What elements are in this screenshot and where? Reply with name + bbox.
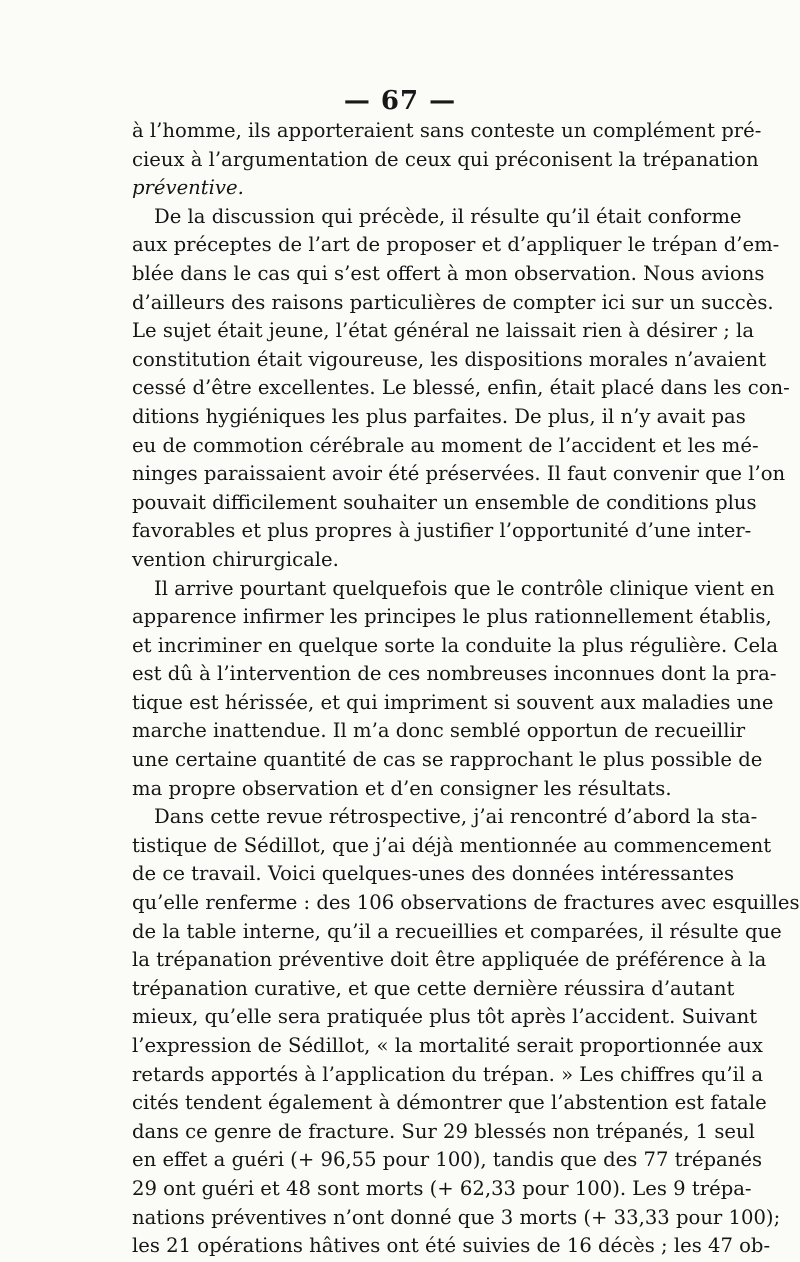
text-line: ninges paraissaient avoir été préservées. Il faut convenir que l’on bbox=[132, 462, 786, 486]
text-line: de ce travail. Voici quelques-unes des données intéressantes bbox=[132, 862, 735, 886]
text-line: tique est hérissée, et qui impriment si souvent aux maladies une bbox=[132, 690, 774, 714]
text-line: Le sujet était jeune, l’état général ne laissait rien à désirer ; la bbox=[132, 319, 755, 343]
text-line: vention chirurgicale. bbox=[132, 547, 339, 571]
text-line: retards apportés à l’application du trépan. » Les chiffres qu’il a bbox=[132, 1062, 764, 1086]
text-line: et incriminer en quelque sorte la conduite la plus régulière. Cela bbox=[132, 633, 779, 657]
text-line: dans ce genre de fracture. Sur 29 blessés non trépanés, 1 seul bbox=[132, 1119, 755, 1143]
text-line: d’ailleurs des raisons particulières de compter ici sur un succès. bbox=[132, 290, 774, 314]
text-line: pouvait difficilement souhaiter un ensemble de conditions plus bbox=[132, 490, 757, 514]
text-line: De la discussion qui précède, il résulte qu’il était conforme bbox=[154, 204, 742, 228]
text-line: à l’homme, ils apporteraient sans conteste un complément pré- bbox=[132, 119, 762, 142]
text-line: tistique de Sédillot, que j’ai déjà mentionnée au commencement bbox=[132, 833, 772, 857]
page-number: — 67 — bbox=[343, 86, 457, 116]
text-line: apparence infirmer les principes le plus rationnellement établis, bbox=[132, 605, 772, 629]
text-line: favorables et plus propres à justifier l’opportunité d’une inter- bbox=[132, 519, 752, 543]
text-line: marche inattendue. Il m’a donc semblé opportun de recueillir bbox=[132, 719, 746, 743]
text-line: la trépanation préventive doit être appliquée de préférence à la bbox=[132, 948, 767, 972]
body-text bbox=[132, 117, 800, 1261]
text-line: mieux, qu’elle sera pratiquée plus tôt après l’accident. Suivant bbox=[132, 1005, 758, 1029]
text-line: 29 ont guéri et 48 sont morts (+ 62,33 pour 100). Les 9 trépa- bbox=[132, 1176, 752, 1200]
text-line: aux préceptes de l’art de proposer et d’appliquer le trépan d’em- bbox=[132, 233, 780, 257]
text-line: Il arrive pourtant quelquefois que le contrôle clinique vient en bbox=[154, 576, 775, 600]
text-line: de la table interne, qu’il a recueillies et comparées, il résulte que bbox=[132, 919, 782, 943]
text-line: qu’elle renferme : des 106 observations de fractures avec esquilles bbox=[132, 891, 800, 915]
text-line: l’expression de Sédillot, « la mortalité serait proportionnée aux bbox=[132, 1034, 763, 1057]
text-line: cités tendent également à démontrer que l’abstention est fatale bbox=[132, 1091, 767, 1115]
text-line: ma propre observation et d’en consigner les résultats. bbox=[132, 776, 672, 800]
text-line: cessé d’être excellentes. Le blessé, enfin, était placé dans les con- bbox=[132, 376, 790, 400]
text-line: blée dans le cas qui s’est offert à mon observation. Nous avions bbox=[132, 261, 765, 285]
text-line: est dû à l’intervention de ces nombreuses inconnues dont la pra- bbox=[132, 662, 777, 686]
text-line: eu de commotion cérébrale au moment de l’accident et les mé- bbox=[132, 433, 759, 457]
text-line: trépanation curative, et que cette dernière réussira d’autant bbox=[132, 976, 735, 1000]
text-line: préventive. bbox=[132, 176, 244, 200]
text-line: en effet a guéri (+ 96,55 pour 100), tandis que des 77 trépanés bbox=[132, 1148, 763, 1172]
text-line: les 21 opérations hâtives ont été suivies de 16 décès ; les 47 ob- bbox=[132, 1234, 771, 1258]
text-line: cieux à l’argumentation de ceux qui préconisent la trépanation bbox=[132, 147, 759, 171]
text-line: constitution était vigoureuse, les dispositions morales n’avaient bbox=[132, 347, 767, 371]
text-line: Dans cette revue rétrospective, j’ai rencontré d’abord la sta- bbox=[154, 805, 758, 829]
text-line: ditions hygiéniques les plus parfaites. De plus, il n’y avait pas bbox=[132, 404, 746, 428]
text-line: nations préventives n’ont donné que 3 morts (+ 33,33 pour 100); bbox=[132, 1205, 781, 1229]
text-line: une certaine quantité de cas se rapprochant le plus possible de bbox=[132, 748, 763, 772]
